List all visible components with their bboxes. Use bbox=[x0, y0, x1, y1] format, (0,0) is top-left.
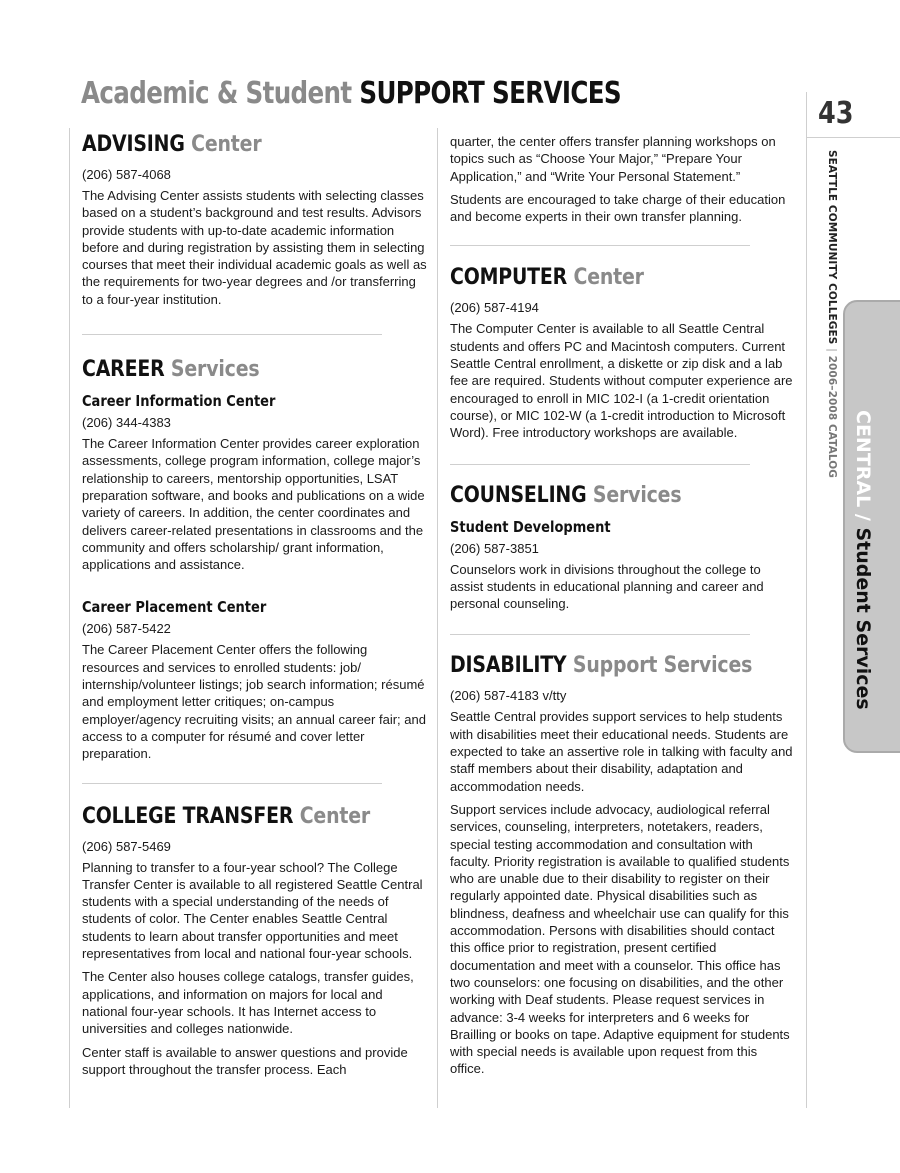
section-tab-slash: / bbox=[852, 513, 874, 521]
left-column bbox=[82, 130, 427, 1084]
section-divider bbox=[82, 334, 382, 335]
disability-body-1: Seattle Central provides support services to help students with disabilities meet their educational needs. Students are expected to take an assertive role in talking with faculty and staff members about their disability, adaptation and accommodation needs. bbox=[450, 709, 793, 794]
counseling-subheading: Student Development bbox=[450, 517, 611, 536]
college-transfer-heading-light: Center bbox=[299, 803, 371, 829]
college-transfer-heading bbox=[82, 802, 379, 832]
computer-phone: (206) 587-4194 bbox=[450, 300, 539, 316]
computer-heading-bold: COMPUTER bbox=[450, 265, 568, 291]
advising-body: The Advising Center assists students with selecting classes based on a student’s background and test results. Advisors provide students with up-to-date academic information before and during registration by assisting them in selecting courses that meet their individual academic goals as well as the requirements for two-year degrees and /or transferring to a four-year institution. bbox=[82, 188, 427, 307]
page-title bbox=[81, 76, 621, 111]
column-divider-left bbox=[69, 128, 70, 1108]
disability-phone: (206) 587-4183 v/tty bbox=[450, 688, 567, 704]
catalog-separator: | bbox=[826, 348, 838, 352]
disability-heading bbox=[450, 651, 753, 681]
section-divider bbox=[82, 783, 382, 784]
catalog-running-head bbox=[826, 150, 838, 478]
disability-heading-bold: DISABILITY bbox=[450, 653, 567, 679]
disability-body-2: Support services include advocacy, audiological referral services, counseling, interpreters, notetakers, readers, special testing accommodation and consultation with faculty. Priority registration is available to qualified students who are unable due to their disability to register on their regularly appointed date. Physical disabilities such as blindness, deafness and wheelchair use can qualify for this accommodation. Persons with disabilities should contact this office prior to registration, present certified documentation and meet with a counselor. This office has two counselors: one focusing on disabilities, and the other working with Deaf students. Please request services in advance: 3-4 weeks for interpreters and 6 weeks for Brailling or books on tape. Adaptive equipment for students with special needs is available upon request from this office. bbox=[450, 801, 790, 1077]
career-information-body: The Career Information Center provides career exploration assessments, college program information, college major’s relationship to careers, mentorship opportunities, LSAT preparation software, and books and publications on a wide variety of careers. In addition, the center coordinates and delivers career-related presentations in classrooms and the community and offers scholarship/ grant information, applications and assistance. bbox=[82, 436, 425, 573]
college-transfer-phone: (206) 587-5469 bbox=[82, 838, 171, 854]
counseling-heading-bold: COUNSELING bbox=[450, 482, 587, 508]
header-rule bbox=[806, 137, 900, 138]
catalog-years: 2006–2008 CATALOG bbox=[826, 355, 838, 479]
advising-heading-light: Center bbox=[191, 132, 262, 157]
section-tab-title: Student Services bbox=[852, 527, 874, 710]
career-heading bbox=[82, 355, 379, 385]
section-tab-label bbox=[852, 410, 874, 710]
college-transfer-body-4: Students are encouraged to take charge of their education and become experts in their own transfer planning. bbox=[450, 191, 786, 225]
counseling-heading bbox=[450, 481, 747, 511]
college-transfer-section bbox=[82, 802, 427, 1079]
computer-section bbox=[450, 263, 795, 441]
counseling-body: Counselors work in divisions throughout the college to assist students in educational planning and career and personal counseling. bbox=[450, 561, 764, 612]
counseling-section bbox=[450, 481, 795, 613]
college-name: SEATTLE COMMUNITY COLLEGES bbox=[826, 150, 838, 345]
career-placement-phone: (206) 587-5422 bbox=[82, 621, 171, 637]
advising-section bbox=[82, 130, 427, 308]
section-tab-campus: CENTRAL bbox=[852, 410, 874, 508]
career-placement-heading: Career Placement Center bbox=[82, 598, 267, 617]
section-divider bbox=[450, 245, 750, 246]
college-transfer-body-1: Planning to transfer to a four-year school? The College Transfer Center is available to all registered Seattle Central students with a special understanding of the needs of students of color. The Center enables Seattle Central students to learn about transfer opportunities and meet representatives from local and national four-year schools. bbox=[82, 859, 423, 962]
college-transfer-heading-bold: COLLEGE TRANSFER bbox=[82, 803, 294, 829]
career-heading-bold: CAREER bbox=[82, 357, 165, 383]
section-divider bbox=[450, 634, 750, 635]
column-divider-right bbox=[806, 92, 807, 1108]
college-transfer-body-2: The Center also houses college catalogs, transfer guides, applications, and information on majors for local and national four-year schools. It has Internet access to universities and colleges nationwide. bbox=[82, 969, 414, 1037]
advising-heading-bold: ADVISING bbox=[82, 132, 185, 157]
page-title-bold: SUPPORT SERVICES bbox=[359, 76, 622, 111]
middle-column bbox=[450, 133, 795, 1084]
disability-section bbox=[450, 651, 795, 1077]
college-transfer-continued-body: quarter, the center offers transfer planning workshops on topics such as “Choose Your Major,” “Prepare Your Application,” and “Write Your Personal Statement.” bbox=[450, 134, 776, 184]
page-number: 43 bbox=[818, 96, 854, 131]
computer-heading-light: Center bbox=[573, 265, 644, 291]
counseling-phone: (206) 587-3851 bbox=[450, 540, 539, 556]
career-information-heading: Career Information Center bbox=[82, 392, 276, 411]
advising-phone: (206) 587-4068 bbox=[82, 167, 171, 182]
disability-heading-light: Support Services bbox=[572, 653, 753, 679]
computer-heading bbox=[450, 263, 747, 293]
career-section bbox=[82, 355, 427, 762]
counseling-heading-light: Services bbox=[592, 482, 682, 508]
page-title-light: Academic & Student bbox=[81, 76, 352, 111]
advising-heading bbox=[82, 130, 379, 160]
college-transfer-body-3: Center staff is available to answer questions and provide support throughout the transfer process. Each bbox=[82, 1044, 408, 1077]
section-divider bbox=[450, 464, 750, 465]
computer-body: The Computer Center is available to all Seattle Central students and offers PC and Macintosh computers. Current Seattle Central enrollment, a diskette or zip disk and a lab fee are required. Students without computer experience are encouraged to enroll in MIC 102-I (a 1-credit orientation course), or MIC 102-W (a 1-credit introduction to Microsoft Word). Free introductory workshops are available. bbox=[450, 321, 793, 441]
career-placement-body: The Career Placement Center offers the following resources and services to enrolled students: job/ internship/volunteer listings; job search information; résumé and employment letter critiques; on-campus employer/agency recruiting visits; an annual career fair; and access to a computer for résumé and cover letter preparation. bbox=[82, 642, 426, 762]
career-information-phone: (206) 344-4383 bbox=[82, 415, 171, 431]
column-divider-middle bbox=[437, 128, 438, 1108]
career-heading-light: Services bbox=[170, 357, 260, 383]
college-transfer-continued bbox=[450, 133, 795, 225]
